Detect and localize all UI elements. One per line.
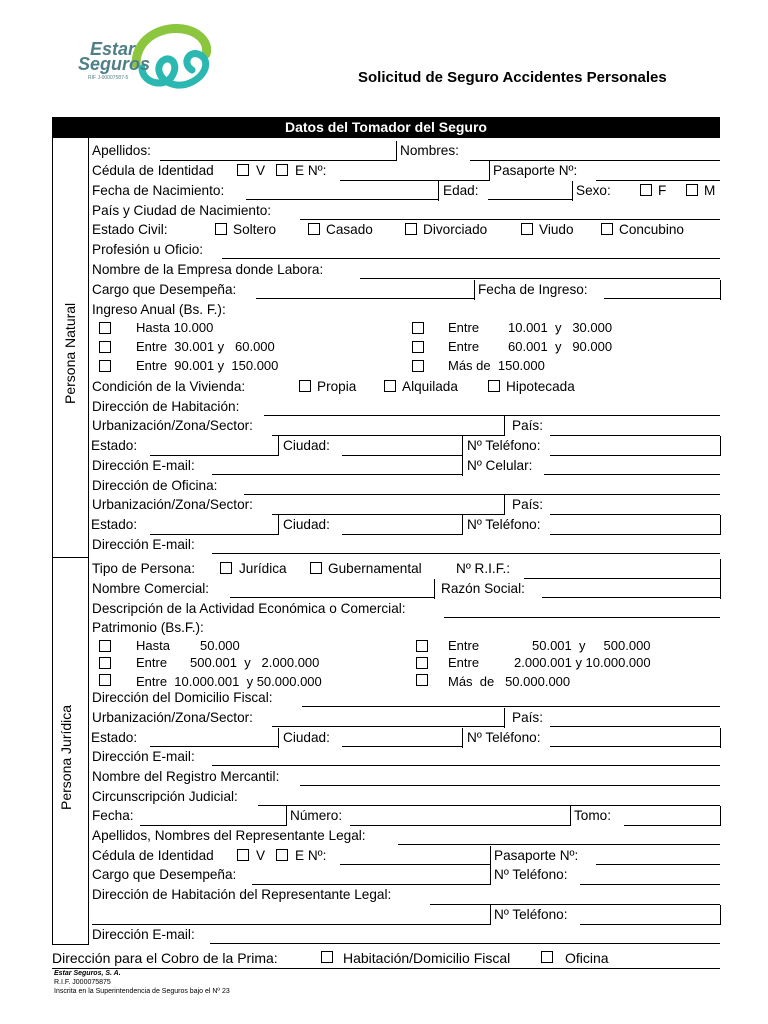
field-divider <box>490 905 491 925</box>
footer-inscrita: Inscrita en la Superintendencia de Seguros bajo el Nº 23 <box>54 988 230 995</box>
concubino-checkbox[interactable] <box>601 223 613 235</box>
field-divider <box>490 846 491 866</box>
jur-telefono2-field[interactable] <box>580 884 720 885</box>
field-divider <box>490 865 491 885</box>
field-divider <box>462 456 463 476</box>
field-divider <box>462 728 463 748</box>
pais2-field[interactable] <box>550 514 720 515</box>
field-divider <box>489 161 490 181</box>
brand-rif: RIF J-00007587-5 <box>88 75 129 81</box>
hipotecada-checkbox[interactable] <box>488 380 500 392</box>
representante-label: Apellidos, Nombres del Representante Legal: <box>92 828 366 843</box>
jur-email-label: Dirección E-mail: <box>92 749 195 764</box>
dir-oficina-field[interactable] <box>244 494 720 495</box>
ingreso-anual-label: Ingreso Anual (Bs. F.): <box>92 302 226 317</box>
dir-oficina-label: Dirección de Oficina: <box>92 478 218 493</box>
cobro-habitacion-checkbox[interactable] <box>321 951 333 963</box>
celular-field[interactable] <box>544 474 720 475</box>
ingreso-3-label: Entre 90.001 y 150.000 <box>136 358 279 373</box>
patrimonio-5-entre: Entre <box>448 655 480 670</box>
field-divider <box>504 708 505 728</box>
tomo-label: Tomo: <box>574 808 612 823</box>
vivienda-label: Condición de la Vivienda: <box>92 379 246 394</box>
concubino-label: Concubino <box>619 222 684 237</box>
cobro-oficina-checkbox[interactable] <box>541 951 553 963</box>
field-divider <box>462 436 463 456</box>
field-divider <box>720 280 721 300</box>
jur-telefono-label: Nº Teléfono: <box>467 730 541 745</box>
field-divider <box>572 181 573 201</box>
cedula-label: Cédula de Identidad <box>92 163 214 178</box>
gubernamental-checkbox[interactable] <box>310 562 322 574</box>
actividad-label: Descripción de la Actividad Económica o Comercial: <box>92 601 406 616</box>
telefono-label: Nº Teléfono: <box>467 438 541 453</box>
jur-cargo-label: Cargo que Desempeña: <box>92 867 237 882</box>
ciudad-label: Ciudad: <box>283 438 330 453</box>
urbanizacion-label: Urbanización/Zona/Sector: <box>92 418 253 433</box>
field-divider <box>434 579 435 599</box>
casado-checkbox[interactable] <box>308 223 320 235</box>
field-divider <box>286 806 287 826</box>
cedula-v-checkbox[interactable] <box>237 164 249 176</box>
email-field[interactable] <box>212 474 462 475</box>
jur-cedula-e-checkbox[interactable] <box>276 849 288 861</box>
juridica-option-label: Jurídica <box>239 561 287 576</box>
profesion-label: Profesión u Oficio: <box>92 242 204 257</box>
juridica-checkbox[interactable] <box>220 562 232 574</box>
ingreso-4-range: 10.001 y 30.000 <box>508 320 613 335</box>
ingreso-6-checkbox[interactable] <box>412 360 424 372</box>
ingreso-5-range: 60.001 y 90.000 <box>508 339 613 354</box>
fecha-label: Fecha: <box>92 808 134 823</box>
field-divider <box>720 806 721 826</box>
field-divider <box>396 141 397 161</box>
brand-line2: Seguros <box>78 54 151 74</box>
sexo-label: Sexo: <box>576 183 611 198</box>
urbanizacion2-label: Urbanización/Zona/Sector: <box>92 497 253 512</box>
soltero-checkbox[interactable] <box>215 223 227 235</box>
jur-email2-field[interactable] <box>210 943 720 944</box>
patrimonio-2-entre: Entre <box>136 655 168 670</box>
field-divider <box>462 515 463 535</box>
cedula-v-label: V <box>256 163 266 178</box>
field-divider <box>278 515 279 535</box>
persona-natural-label: Persona Natural <box>62 302 78 404</box>
field-divider <box>570 806 571 826</box>
jur-ciudad-label: Ciudad: <box>283 730 330 745</box>
celular-label: Nº Celular: <box>467 458 533 473</box>
numero-label: Número: <box>290 808 343 823</box>
viudo-label: Viudo <box>539 222 574 237</box>
frame-bottom <box>52 944 89 945</box>
footer-rule <box>52 968 720 969</box>
edad-label: Edad: <box>443 183 479 198</box>
telefono2-label: Nº Teléfono: <box>467 517 541 532</box>
actividad-field[interactable] <box>444 617 720 618</box>
estado-field[interactable] <box>150 455 278 456</box>
cobro-label: Dirección para el Cobro de la Prima: <box>52 950 278 966</box>
sexo-m-label: M <box>704 183 716 198</box>
footer-company: Estar Seguros, S. A. <box>54 970 121 977</box>
propia-checkbox[interactable] <box>299 380 311 392</box>
section-title: Datos del Tomador del Seguro <box>285 119 487 135</box>
jur-estado-label: Estado: <box>91 730 138 745</box>
divorciado-label: Divorciado <box>423 222 488 237</box>
pais-field[interactable] <box>550 435 720 436</box>
patrimonio-4-entre: Entre <box>448 638 480 653</box>
numero-field[interactable] <box>350 825 570 826</box>
sexo-m-checkbox[interactable] <box>686 184 698 196</box>
field-divider <box>720 728 721 748</box>
pasaporte-field[interactable] <box>596 180 720 181</box>
patrimonio-3-checkbox[interactable] <box>99 674 111 686</box>
registro-label: Nombre del Registro Mercantil: <box>92 769 280 784</box>
jur-cedula-v-checkbox[interactable] <box>237 849 249 861</box>
jur-cargo-field[interactable] <box>252 884 490 885</box>
frame-left <box>52 138 53 944</box>
ingreso-5-entre: Entre <box>448 339 480 354</box>
sexo-f-label: F <box>658 183 667 198</box>
apellidos-field[interactable] <box>160 160 396 161</box>
jur-pasaporte-label: Pasaporte Nº: <box>494 848 579 863</box>
jur-pasaporte-field[interactable] <box>596 864 720 865</box>
estado2-field[interactable] <box>150 534 278 535</box>
jur-telefono3-label: Nº Teléfono: <box>494 907 568 922</box>
ciudad2-label: Ciudad: <box>283 517 330 532</box>
urbanizacion2-field[interactable] <box>272 514 504 515</box>
field-divider <box>720 515 721 535</box>
telefono2-field[interactable] <box>550 534 720 535</box>
gubernamental-label: Gubernamental <box>328 561 422 576</box>
dir-representante-label: Dirección de Habitación del Representante Legal: <box>92 887 392 902</box>
casado-label: Casado <box>326 222 373 237</box>
patrimonio-1-checkbox[interactable] <box>99 640 111 652</box>
propia-label: Propia <box>317 379 357 394</box>
email2-label: Dirección E-mail: <box>92 537 195 552</box>
pais-label: País: <box>512 418 543 433</box>
jur-email-field[interactable] <box>212 765 720 766</box>
field-divider <box>278 436 279 456</box>
patrimonio-4-range: 50.001 y 500.000 <box>532 638 651 653</box>
cobro-oficina-label: Oficina <box>565 950 609 966</box>
estado-civil-label: Estado Civil: <box>92 222 168 237</box>
viudo-checkbox[interactable] <box>521 223 533 235</box>
nombre-comercial-field[interactable] <box>230 597 434 598</box>
field-divider <box>438 181 439 201</box>
field-divider <box>474 280 475 300</box>
email-label: Dirección E-mail: <box>92 458 195 473</box>
circunscripcion-label: Circunscripción Judicial: <box>92 789 238 804</box>
ciudad2-field[interactable] <box>342 534 462 535</box>
empresa-label: Nombre de la Empresa donde Labora: <box>92 262 324 277</box>
nombre-comercial-label: Nombre Comercial: <box>92 581 210 596</box>
ingreso-3-checkbox[interactable] <box>99 360 111 372</box>
hipotecada-label: Hipotecada <box>506 379 575 394</box>
rif-field[interactable] <box>524 578 720 579</box>
patrimonio-2-range: 500.001 y 2.000.000 <box>190 655 320 670</box>
patrimonio-6-label: Más de 50.000.000 <box>448 674 571 689</box>
dir-representante-field[interactable] <box>430 904 720 905</box>
footer-rif: R.I.F. J000075875 <box>54 979 111 986</box>
patrimonio-5-checkbox[interactable] <box>416 657 428 669</box>
jur-telefono2-label: Nº Teléfono: <box>494 867 568 882</box>
alquilada-checkbox[interactable] <box>384 380 396 392</box>
telefono-field[interactable] <box>550 455 720 456</box>
cargo-label: Cargo que Desempeña: <box>92 282 237 297</box>
representante-field[interactable] <box>398 844 720 845</box>
fecha-nacimiento-label: Fecha de Nacimiento: <box>92 183 225 198</box>
jur-urbanizacion-field[interactable] <box>272 726 504 727</box>
patrimonio-2-checkbox[interactable] <box>99 657 111 669</box>
divorciado-checkbox[interactable] <box>405 223 417 235</box>
tipo-persona-label: Tipo de Persona: <box>92 561 196 576</box>
profesion-field[interactable] <box>222 258 720 259</box>
cedula-e-checkbox[interactable] <box>276 164 288 176</box>
ingreso-6-label: Más de 150.000 <box>448 358 545 373</box>
fecha-field[interactable] <box>140 825 286 826</box>
jur-estado-field[interactable] <box>150 746 278 747</box>
apellidos-label: Apellidos: <box>92 143 151 158</box>
dir-habitacion-field[interactable] <box>264 415 720 416</box>
jur-pais-field[interactable] <box>550 726 720 727</box>
frame-divider <box>88 138 89 944</box>
domicilio-fiscal-label: Dirección del Domicilio Fiscal: <box>92 690 273 705</box>
soltero-label: Soltero <box>233 222 277 237</box>
tomo-field[interactable] <box>624 825 720 826</box>
fecha-ingreso-label: Fecha de Ingreso: <box>478 282 588 297</box>
pais-ciudad-field[interactable] <box>300 219 720 220</box>
urbanizacion-field[interactable] <box>272 435 504 436</box>
patrimonio-label: Patrimonio (Bs.F.): <box>92 620 204 635</box>
ciudad-field[interactable] <box>342 455 462 456</box>
ingreso-2-checkbox[interactable] <box>99 341 111 353</box>
pais-ciudad-label: País y Ciudad de Nacimiento: <box>92 203 272 218</box>
razon-social-label: Razón Social: <box>441 581 525 596</box>
logo <box>76 24 216 94</box>
brand-line1: Estar <box>90 39 136 59</box>
jur-email2-label: Dirección E-mail: <box>92 927 195 942</box>
sexo-f-checkbox[interactable] <box>640 184 652 196</box>
jur-telefono3-field[interactable] <box>580 924 720 925</box>
patrimonio-5-range: 2.000.001 y 10.000.000 <box>514 655 651 670</box>
jur-urbanizacion-label: Urbanización/Zona/Sector: <box>92 710 253 725</box>
patrimonio-1-hasta: Hasta <box>136 638 170 653</box>
patrimonio-4-checkbox[interactable] <box>416 640 428 652</box>
field-divider <box>278 728 279 748</box>
dir-representante-field-2[interactable] <box>92 924 490 925</box>
field-divider <box>720 436 721 456</box>
nombres-label: Nombres: <box>400 143 459 158</box>
patrimonio-6-checkbox[interactable] <box>416 674 428 686</box>
dir-habitacion-label: Dirección de Habitación: <box>92 399 240 414</box>
cedula-field[interactable] <box>340 180 490 181</box>
natural-juridica-separator <box>52 557 89 558</box>
field-divider <box>504 416 505 436</box>
ingreso-4-entre: Entre <box>448 320 480 335</box>
jur-cedula-field[interactable] <box>340 864 490 865</box>
ingreso-1-label: Hasta 10.000 <box>136 320 214 335</box>
empresa-field[interactable] <box>360 278 720 279</box>
patrimonio-1-value: 50.000 <box>200 638 240 653</box>
jur-telefono-field[interactable] <box>550 746 720 747</box>
alquilada-label: Alquilada <box>402 379 458 394</box>
jur-pais-label: País: <box>512 710 543 725</box>
email2-field[interactable] <box>212 553 720 554</box>
fecha-ingreso-field[interactable] <box>604 298 720 299</box>
jur-cedula-e-label: E Nº: <box>295 848 327 863</box>
ingreso-4-checkbox[interactable] <box>412 322 424 334</box>
registro-field[interactable] <box>300 785 720 786</box>
edad-field[interactable] <box>488 199 572 200</box>
persona-juridica-label: Persona Jurídica <box>58 704 74 810</box>
nombres-field[interactable] <box>470 160 720 161</box>
estado-label: Estado: <box>91 438 138 453</box>
field-divider <box>504 495 505 515</box>
ingreso-1-checkbox[interactable] <box>99 322 111 334</box>
page-title: Solicitud de Seguro Accidentes Personales <box>358 69 667 86</box>
rif-label: Nº R.I.F.: <box>456 561 511 576</box>
circunscripcion-field[interactable] <box>258 805 720 806</box>
cargo-field[interactable] <box>256 298 474 299</box>
patrimonio-3-label: Entre 10.000.001 y 50.000.000 <box>136 674 322 689</box>
pasaporte-label: Pasaporte Nº: <box>493 163 578 178</box>
domicilio-fiscal-field[interactable] <box>302 706 720 707</box>
pais2-label: País: <box>512 497 543 512</box>
cedula-e-label: E Nº: <box>295 163 327 178</box>
ingreso-5-checkbox[interactable] <box>412 341 424 353</box>
jur-cedula-v-label: V <box>256 848 266 863</box>
fecha-nacimiento-field[interactable] <box>246 199 438 200</box>
field-divider <box>720 559 721 599</box>
estado2-label: Estado: <box>91 517 138 532</box>
razon-social-field[interactable] <box>542 597 720 598</box>
ingreso-2-label: Entre 30.001 y 60.000 <box>136 339 275 354</box>
field-divider <box>720 905 721 925</box>
jur-ciudad-field[interactable] <box>342 746 462 747</box>
jur-cedula-label: Cédula de Identidad <box>92 848 214 863</box>
cobro-habitacion-label: Habitación/Domicilio Fiscal <box>343 950 511 966</box>
